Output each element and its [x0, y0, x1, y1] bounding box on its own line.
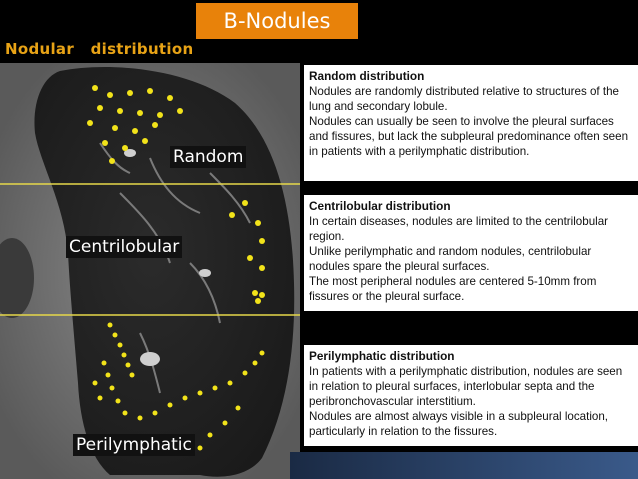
label-perilymphatic: Perilymphatic [73, 434, 195, 456]
label-centrilobular: Centrilobular [66, 236, 182, 258]
panel-perilymphatic [304, 345, 638, 446]
panel-centrilobular [304, 195, 638, 311]
panel-centrilobular-text-1: In certain diseases, nodules are limited to the centrilobular region. [309, 215, 609, 243]
panel-perilymphatic-text-2: Nodules are almost always visible in a subpleural location, particularly in relation to the fissures. [309, 410, 609, 438]
panel-perilymphatic-heading: Perilymphatic distribution [309, 349, 455, 363]
panel-centrilobular-text-2: Unlike perilymphatic and random nodules, centrilobular nodules spare the pleural surfaces. [309, 245, 592, 273]
panel-random-text-1: Nodules are randomly distributed relative to structures of the lung and secondary lobule. [309, 85, 619, 113]
panel-random-heading: Random distribution [309, 69, 425, 83]
panel-random-text-2: Nodules can usually be seen to involve the pleural surfaces and fissures, but lack the subpleural predominance often seen in patients with a perilymphatic distribution. [309, 115, 629, 158]
decorative-bottom-band [290, 452, 638, 479]
panel-random [304, 65, 638, 181]
slide-subtitle: Nodular distribution [5, 40, 194, 58]
panel-centrilobular-text-3: The most peripheral nodules are centered 5-10mm from fissures or the pleural surface. [309, 275, 597, 303]
panel-perilymphatic-text-1: In patients with a perilymphatic distribution, nodules are seen in relation to pleural surfaces, interlobular septa and the peribronchovascular interstitium. [309, 365, 623, 408]
panel-centrilobular-heading: Centrilobular distribution [309, 199, 451, 213]
ct-scan-image [0, 63, 300, 479]
slide-title: B-Nodules [196, 3, 358, 39]
label-random: Random [170, 146, 246, 168]
ct-scan-graphic [0, 63, 300, 479]
